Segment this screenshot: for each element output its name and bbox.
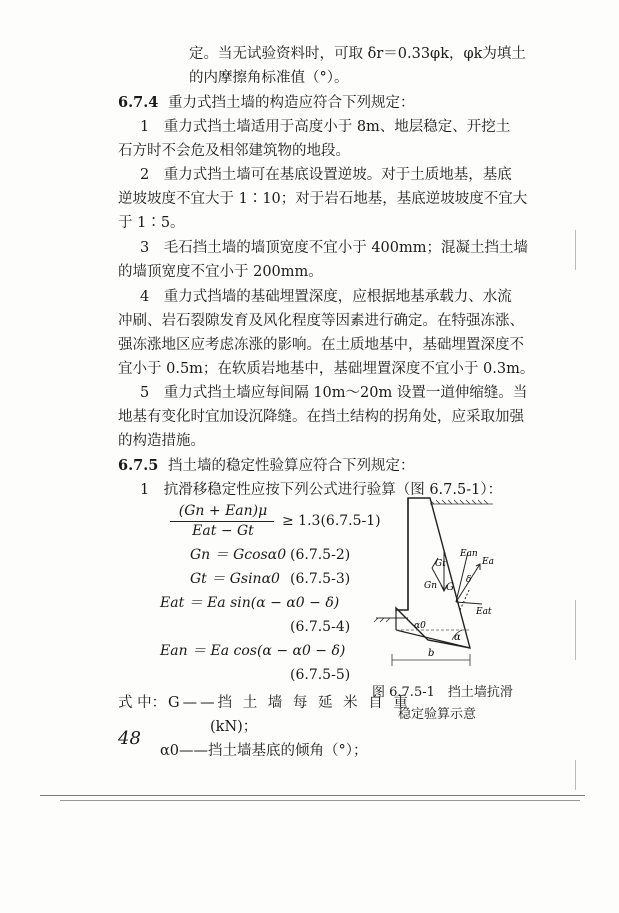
backfill-hatch (430, 500, 493, 504)
label-b: b (428, 648, 435, 659)
formula-5-number: (6.7.5-5) (290, 667, 351, 683)
formula-1-fraction-bar (170, 521, 274, 522)
section-number: 6.7.4 (118, 94, 159, 111)
formula-2-number: (6.7.5-2) (290, 547, 351, 563)
label-ea: Ea (482, 557, 494, 567)
text-line: 地基有变化时宜加设沉降缝。在挡土结构的拐角处，应采取加强 (118, 409, 524, 425)
text-line: 于 1∶5。 (118, 215, 185, 231)
formula-1-denominator: Eat − Gt (192, 523, 254, 539)
formula-1-rhs: ≥ 1.3(6.7.5-1) (282, 513, 381, 529)
bottom-rule-2 (60, 800, 580, 801)
formula-3: Gt ＝ Gsinα0 (190, 571, 280, 587)
label-g: G (446, 582, 454, 593)
page-number: 48 (118, 728, 141, 749)
figure-caption-line-1: 图 6.7.5-1 挡土墙抗滑 (372, 685, 513, 700)
text-line: 强冻涨地区应考虑冻涨的影响。在土质地基中，基础埋置深度不 (118, 337, 524, 353)
formula-1-numerator: (Gn + Ean)μ (178, 503, 268, 519)
text-line: 宜小于 0.5m；在软质岩地基中，基础埋置深度不宜小于 0.3m。 (118, 361, 535, 377)
margin-mark (575, 230, 576, 270)
where-label: 式 中： (118, 695, 167, 711)
formula-4-number: (6.7.5-4) (290, 619, 351, 635)
label-alpha0: α0 (414, 621, 426, 631)
bottom-rule (40, 795, 585, 796)
alpha0-definition: α0——挡土墙基底的倾角（°）； (160, 743, 368, 759)
g-definition: G——挡 土 墙 每 延 米 自 重 (168, 695, 411, 711)
margin-mark (575, 600, 576, 660)
formula-3-number: (6.7.5-3) (290, 571, 351, 587)
text-line: 1 抗滑移稳定性应按下列公式进行验算（图 6.7.5-1）： (140, 482, 503, 498)
formula-5: Ean ＝ Ea cos(α − α0 − δ) (160, 643, 346, 659)
text-line: 1 重力式挡土墙适用于高度小于 8m、地层稳定、开挖土 (140, 119, 511, 135)
label-eat: Eat (476, 607, 492, 617)
formula-4: Eat ＝ Ea sin(α − α0 − δ) (160, 595, 340, 611)
section-heading: 挡土墙的稳定性验算应符合下列规定： (168, 458, 415, 474)
ground-hatch (374, 618, 390, 622)
label-alpha: α (454, 632, 461, 643)
section-heading: 重力式挡土墙的构造应符合下列规定： (168, 95, 415, 111)
g-unit: (kN)； (210, 719, 258, 735)
text-line: 3 毛石挡土墙的墙顶宽度不宜小于 400mm；混凝土挡土墙 (140, 240, 529, 256)
text-line: 的内摩擦角标准值（°）。 (189, 70, 349, 86)
label-ean: Ean (460, 549, 478, 559)
label-delta: δ (466, 575, 472, 585)
text-line: 2 重力式挡土墙可在基底设置逆坡。对于土质地基，基底 (140, 167, 512, 183)
formula-2: Gn ＝ Gcosα0 (190, 547, 287, 563)
figure-caption-line-2: 稳定验算示意 (398, 707, 477, 722)
label-gn: Gn (424, 581, 437, 591)
section-number: 6.7.5 (118, 457, 159, 474)
text-line: 的墙顶宽度不宜小于 200mm。 (118, 264, 323, 280)
text-line: 的构造措施。 (118, 433, 205, 449)
text-line: 5 重力式挡土墙应每间隔 10m～20m 设置一道伸缩缝。当 (140, 385, 528, 401)
margin-mark (575, 760, 576, 790)
text-line: 定。当无试验资料时，可取 δr＝0.33φk，φk为填土 (189, 46, 526, 62)
label-gt: Gt (435, 559, 446, 569)
text-line: 石方时不会危及相邻建筑物的地段。 (118, 143, 350, 159)
text-line: 4 重力式挡墙的基础埋置深度，应根据地基承载力、水流 (140, 289, 512, 305)
text-line: 冲刷、岩石裂隙发育及风化程度等因素进行确定。在特强冻涨、 (118, 313, 524, 329)
wall-outline (396, 498, 470, 648)
text-line: 逆坡坡度不宜大于 1∶10；对于岩石地基，基底逆坡坡度不宜大 (118, 191, 528, 207)
retaining-wall-diagram (368, 490, 498, 675)
